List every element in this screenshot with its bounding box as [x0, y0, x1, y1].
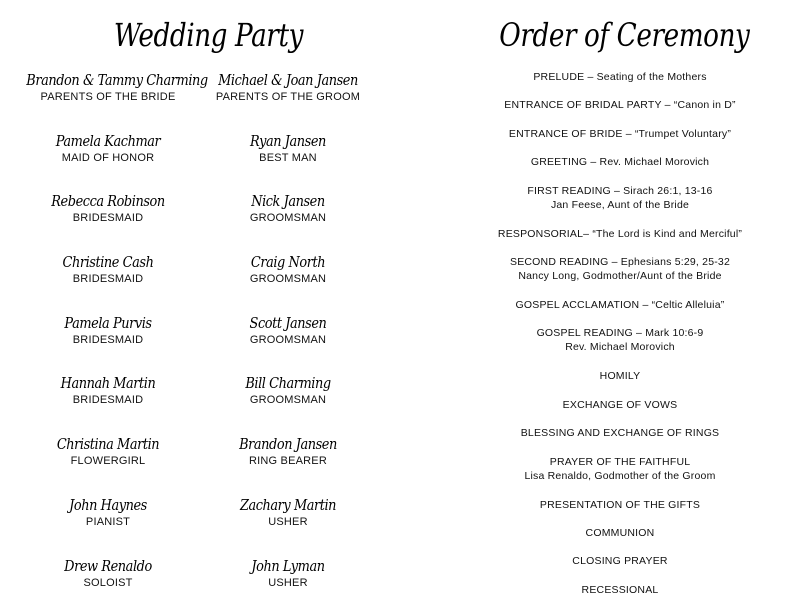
member-name: Christina Martin — [26, 434, 189, 454]
member-name: Zachary Martin — [206, 495, 369, 515]
member-role: RING BEARER — [193, 454, 383, 468]
member-role: PARENTS OF THE BRIDE — [13, 90, 203, 104]
ceremony-item-detail: Lisa Renaldo, Godmother of the Groom — [450, 469, 790, 483]
member-name: Drew Renaldo — [26, 556, 189, 576]
ceremony-item-title: BLESSING AND EXCHANGE OF RINGS — [450, 426, 790, 440]
member-role: MAID OF HONOR — [13, 151, 203, 165]
member-role: USHER — [193, 576, 383, 590]
member-role: BRIDESMAID — [13, 393, 203, 407]
member-name: Brandon Jansen — [206, 434, 369, 454]
ceremony-item — [450, 70, 790, 98]
ceremony-program-list — [450, 70, 790, 611]
ceremony-item-title: GOSPEL ACCLAMATION – “Celtic Alleluia” — [450, 298, 790, 312]
member-role: PARENTS OF THE GROOM — [193, 90, 383, 104]
member-name: Craig North — [206, 252, 369, 272]
ceremony-item — [450, 426, 790, 454]
ceremony-item-detail: Jan Feese, Aunt of the Bride — [450, 198, 790, 212]
member-role: FLOWERGIRL — [13, 454, 203, 468]
party-member — [13, 252, 203, 313]
party-member — [13, 434, 203, 495]
member-name: Hannah Martin — [26, 373, 189, 393]
ceremony-item — [450, 155, 790, 183]
ceremony-item-title: RECESSIONAL — [450, 583, 790, 597]
ceremony-item — [450, 455, 790, 498]
party-member — [193, 313, 383, 374]
ceremony-item-title: FIRST READING – Sirach 26:1, 13-16 — [450, 184, 790, 198]
ceremony-item-detail: Nancy Long, Godmother/Aunt of the Bride — [450, 269, 790, 283]
member-name: John Haynes — [26, 495, 189, 515]
ceremony-item-title: PRAYER OF THE FAITHFUL — [450, 455, 790, 469]
ceremony-item — [450, 554, 790, 582]
ceremony-item — [450, 369, 790, 397]
party-member — [13, 495, 203, 556]
ceremony-item — [450, 227, 790, 255]
member-name: Nick Jansen — [206, 191, 369, 211]
member-role: PIANIST — [13, 515, 203, 529]
member-name: Ryan Jansen — [206, 131, 369, 151]
ceremony-item-title: SECOND READING – Ephesians 5:29, 25-32 — [450, 255, 790, 269]
ceremony-item-title: GREETING – Rev. Michael Morovich — [450, 155, 790, 169]
party-member — [193, 556, 383, 616]
party-member — [13, 373, 203, 434]
member-name: Pamela Kachmar — [26, 131, 189, 151]
ceremony-item — [450, 583, 790, 611]
ceremony-item-title: ENTRANCE OF BRIDAL PARTY – “Canon in D” — [450, 98, 790, 112]
member-role: BRIDESMAID — [13, 211, 203, 225]
ceremony-item — [450, 498, 790, 526]
party-member — [193, 131, 383, 192]
party-member — [13, 556, 203, 616]
ceremony-item-title: COMMUNION — [450, 526, 790, 540]
member-name: John Lyman — [206, 556, 369, 576]
party-member — [13, 70, 203, 131]
party-member — [193, 373, 383, 434]
member-name: Bill Charming — [206, 373, 369, 393]
wedding-party-title: Wedding Party — [114, 16, 286, 54]
member-name: Scott Jansen — [206, 313, 369, 333]
ceremony-item — [450, 184, 790, 227]
party-member — [193, 252, 383, 313]
ceremony-item-title: ENTRANCE OF BRIDE – “Trumpet Voluntary” — [450, 127, 790, 141]
member-name: Pamela Purvis — [26, 313, 189, 333]
ceremony-item-title: HOMILY — [450, 369, 790, 383]
ceremony-item — [450, 127, 790, 155]
member-name: Christine Cash — [26, 252, 189, 272]
member-name: Rebecca Robinson — [26, 191, 189, 211]
ceremony-item-detail: Rev. Michael Morovich — [450, 340, 790, 354]
ceremony-item-title: GOSPEL READING – Mark 10:6-9 — [450, 326, 790, 340]
ceremony-item-title: PRESENTATION OF THE GIFTS — [450, 498, 790, 512]
ceremony-item — [450, 326, 790, 369]
party-member — [13, 191, 203, 252]
order-of-ceremony-title: Order of Ceremony — [499, 16, 693, 54]
bride-side-column — [13, 70, 203, 616]
member-name: Brandon & Tammy Charming — [26, 70, 189, 90]
party-member — [193, 495, 383, 556]
member-role: GROOMSMAN — [193, 333, 383, 347]
ceremony-item — [450, 398, 790, 426]
member-name: Michael & Joan Jansen — [206, 70, 369, 90]
ceremony-item — [450, 526, 790, 554]
member-role: USHER — [193, 515, 383, 529]
member-role: SOLOIST — [13, 576, 203, 590]
ceremony-item-title: RESPONSORIAL– “The Lord is Kind and Merciful” — [450, 227, 790, 241]
ceremony-item — [450, 298, 790, 326]
member-role: BRIDESMAID — [13, 272, 203, 286]
party-member — [13, 313, 203, 374]
member-role: BEST MAN — [193, 151, 383, 165]
ceremony-item — [450, 98, 790, 126]
party-member — [193, 70, 383, 131]
member-role: GROOMSMAN — [193, 272, 383, 286]
party-member — [193, 191, 383, 252]
groom-side-column — [193, 70, 383, 616]
ceremony-item-title: CLOSING PRAYER — [450, 554, 790, 568]
member-role: GROOMSMAN — [193, 393, 383, 407]
ceremony-item — [450, 255, 790, 298]
ceremony-item-title: PRELUDE – Seating of the Mothers — [450, 70, 790, 84]
member-role: GROOMSMAN — [193, 211, 383, 225]
party-member — [13, 131, 203, 192]
ceremony-item-title: EXCHANGE OF VOWS — [450, 398, 790, 412]
party-member — [193, 434, 383, 495]
member-role: BRIDESMAID — [13, 333, 203, 347]
